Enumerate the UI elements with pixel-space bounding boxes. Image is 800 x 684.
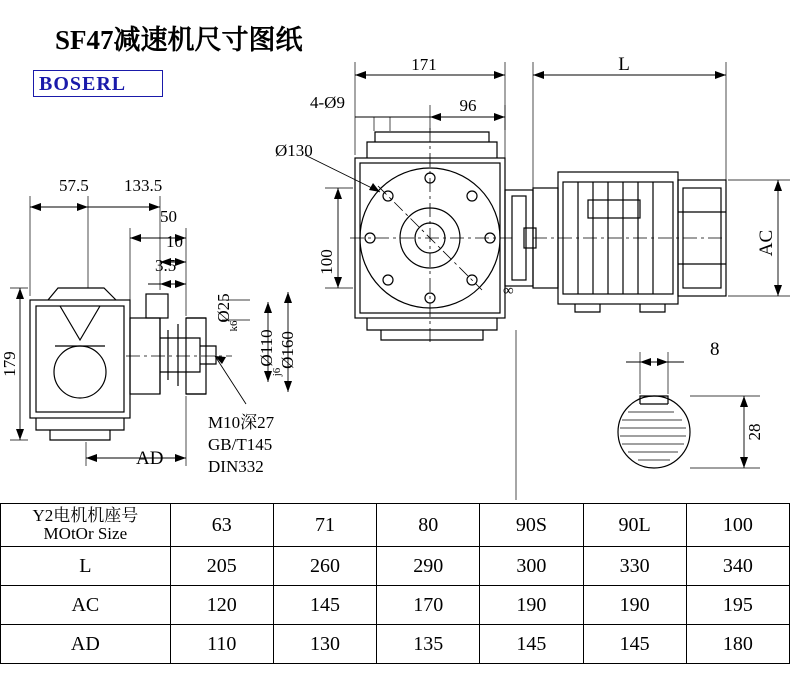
dim-d160: Ø160 bbox=[278, 331, 297, 369]
l-cell-0: 205 bbox=[170, 547, 273, 586]
header-cell-1: 71 bbox=[273, 504, 376, 547]
ac-cell-1: 145 bbox=[273, 586, 376, 625]
specification-table bbox=[0, 503, 790, 664]
ad-cell-1: 130 bbox=[273, 625, 376, 664]
ac-cell-4: 190 bbox=[583, 586, 686, 625]
table-row-ad bbox=[1, 625, 790, 664]
ac-cell-3: 190 bbox=[480, 586, 583, 625]
l-cell-2: 290 bbox=[377, 547, 480, 586]
dim-50: 50 bbox=[160, 207, 177, 226]
header-cell-5: 100 bbox=[686, 504, 789, 547]
dim-96: 96 bbox=[459, 96, 477, 115]
dim-179: 179 bbox=[0, 351, 19, 377]
page-title: SF47减速机尺寸图纸 bbox=[55, 25, 303, 55]
ad-cell-5: 180 bbox=[686, 625, 789, 664]
table-row-l bbox=[1, 547, 790, 586]
ad-cell-2: 135 bbox=[377, 625, 480, 664]
table-row-ac bbox=[1, 586, 790, 625]
l-cell-3: 300 bbox=[480, 547, 583, 586]
dim-28: 28 bbox=[745, 423, 764, 441]
l-cell-5: 340 bbox=[686, 547, 789, 586]
dim-d25-tol: k6 bbox=[228, 320, 240, 332]
table-row-header bbox=[1, 504, 790, 547]
dim-d110-tol: j6 bbox=[271, 367, 283, 377]
row-label-ad: AD bbox=[1, 625, 171, 664]
infinity-mark: ∞ bbox=[503, 283, 514, 299]
dim-100: 100 bbox=[317, 249, 336, 275]
dim-133-5: 133.5 bbox=[124, 176, 163, 195]
l-cell-1: 260 bbox=[273, 547, 376, 586]
dim-d25: Ø25 bbox=[214, 293, 233, 323]
dim-d110: Ø110 bbox=[257, 329, 276, 367]
dim-57-5: 57.5 bbox=[59, 176, 89, 195]
ac-cell-2: 170 bbox=[377, 586, 480, 625]
dim-d130: Ø130 bbox=[275, 141, 313, 160]
header-cell-4: 90L bbox=[583, 504, 686, 547]
note-m10: M10深27 bbox=[208, 413, 275, 432]
ac-cell-5: 195 bbox=[686, 586, 789, 625]
l-cell-4: 330 bbox=[583, 547, 686, 586]
ad-cell-3: 145 bbox=[480, 625, 583, 664]
dim-10: 10 bbox=[166, 232, 183, 251]
dim-AD: AD bbox=[136, 448, 164, 469]
dim-3-5: 3.5 bbox=[155, 256, 177, 275]
ad-cell-0: 110 bbox=[170, 625, 273, 664]
ac-cell-0: 120 bbox=[170, 586, 273, 625]
dim-8: 8 bbox=[710, 339, 720, 360]
ad-cell-4: 145 bbox=[583, 625, 686, 664]
header-cell-2: 80 bbox=[377, 504, 480, 547]
row-label-l: L bbox=[1, 547, 171, 586]
note-gb: GB/T145 bbox=[208, 435, 273, 454]
dim-L: L bbox=[618, 54, 630, 75]
header-cell-0: 63 bbox=[170, 504, 273, 547]
logo-text: BOSERL bbox=[39, 73, 127, 95]
dim-171: 171 bbox=[411, 55, 437, 74]
dim-AC: AC bbox=[756, 229, 777, 257]
row-label-ac: AC bbox=[1, 586, 171, 625]
note-din: DIN332 bbox=[208, 457, 264, 476]
row-label-motor-size: Y2电机机座号 MOtOr Size bbox=[1, 504, 171, 547]
header-cell-3: 90S bbox=[480, 504, 583, 547]
dim-4xD9: 4-Ø9 bbox=[310, 93, 345, 112]
